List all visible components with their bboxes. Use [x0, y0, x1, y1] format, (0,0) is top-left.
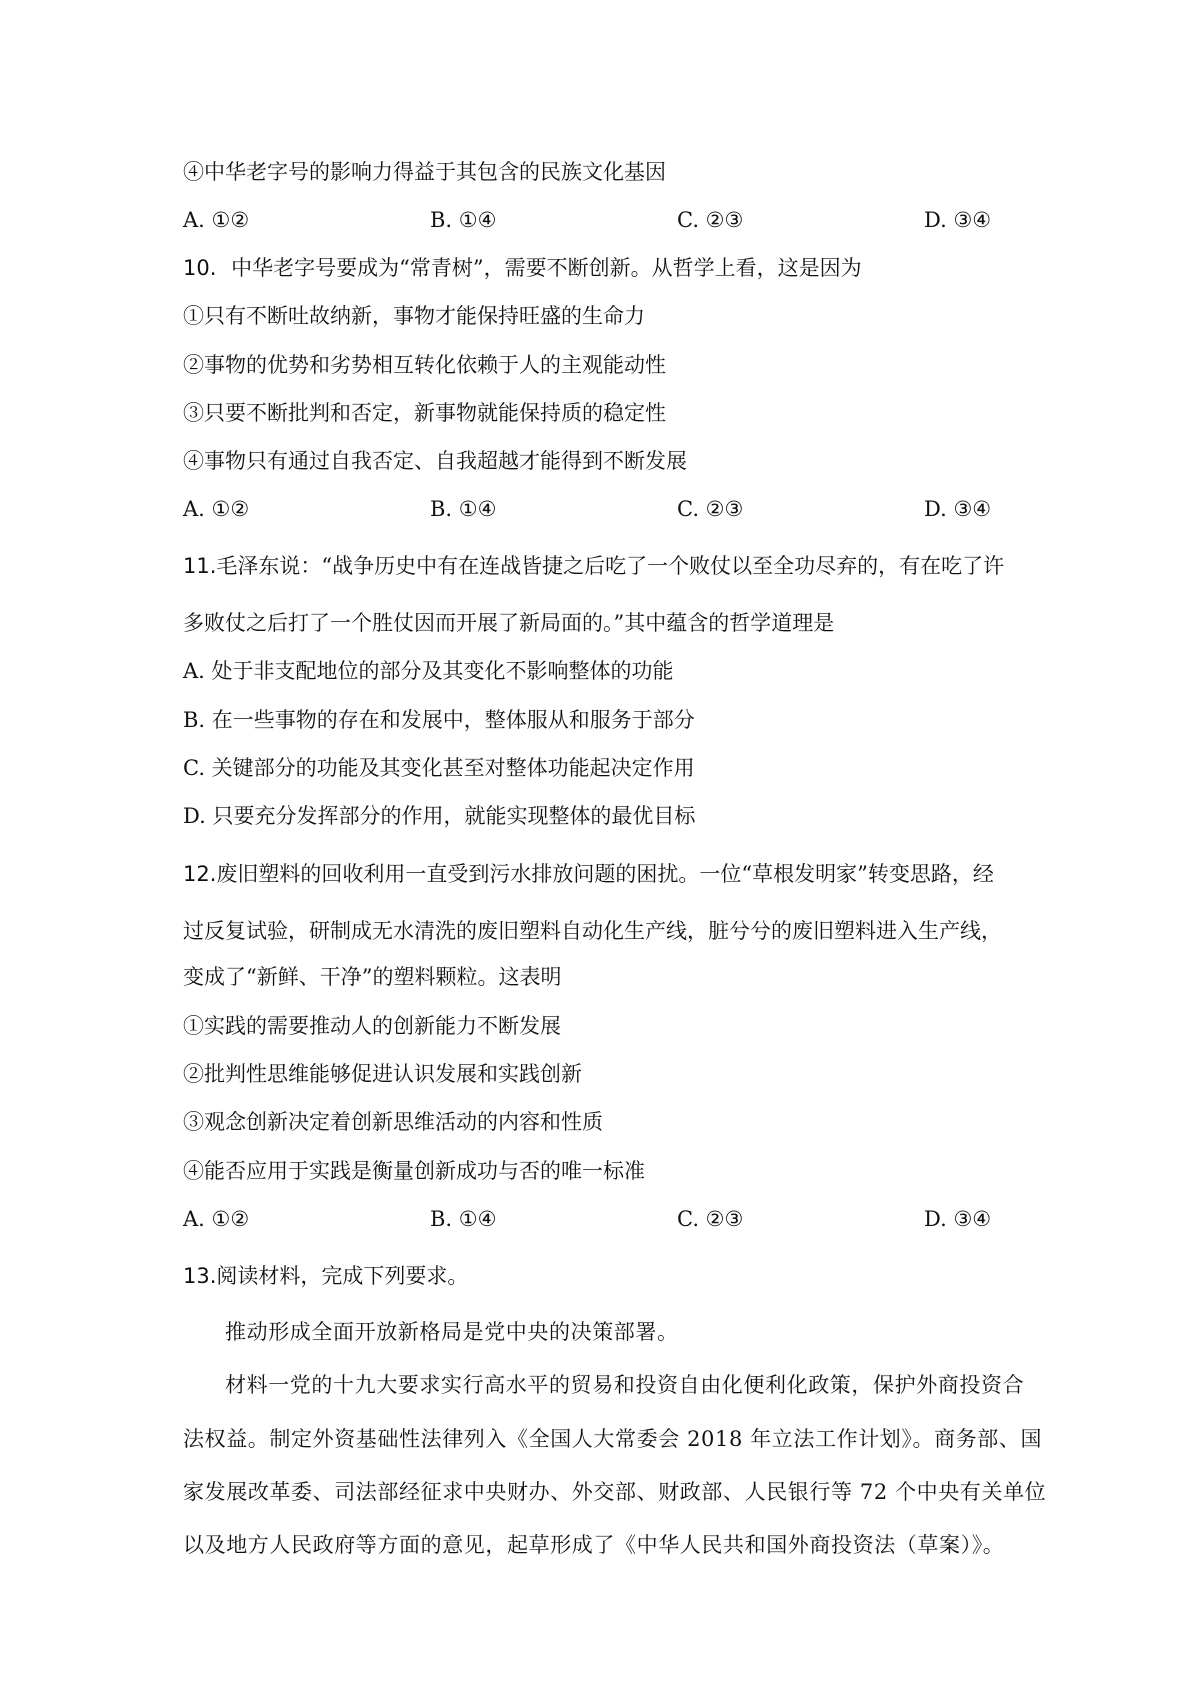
q11-option-a: A. 处于非支配地位的部分及其变化不影响整体的功能 [183, 659, 674, 683]
q11-stem-line-1 [183, 551, 1004, 581]
q11-stem-text-1: 毛泽东说：“战争历史中有在连战皆捷之后吃了一个败仗以至全功尽弃的，有在吃了许 [216, 554, 1005, 578]
q10-option-2: ②事物的优势和劣势相互转化依赖于人的主观能动性 [183, 353, 666, 377]
q9-choice-b: B. ①④ [430, 208, 497, 232]
q12-option-4: ④能否应用于实践是衡量创新成功与否的唯一标准 [183, 1159, 645, 1183]
q13-material-line-3: 家发展改革委、司法部经征求中央财办、外交部、财政部、人民银行等 72 个中央有关单位 [183, 1480, 1047, 1504]
q13-material-line-1: 材料一党的十九大要求实行高水平的贸易和投资自由化便利化政策，保护外商投资合 [225, 1373, 1025, 1397]
q13-stem [183, 1261, 468, 1291]
q13-material-line-2: 法权益。制定外资基础性法律列入《全国人大常委会 2018 年立法工作计划》。商务部、国 [183, 1427, 1043, 1451]
q12-option-3: ③观念创新决定着创新思维活动的内容和性质 [183, 1110, 603, 1134]
q9-answer-choices [183, 205, 1043, 235]
q11-number: 11. [183, 554, 217, 578]
q10-choice-d: D. ③④ [924, 497, 992, 521]
q9-choice-c: C. ②③ [677, 208, 744, 232]
q12-stem-line-3: 变成了“新鲜、干净”的塑料颗粒。这表明 [183, 965, 562, 989]
q12-number: 12. [183, 862, 217, 886]
q13-material-line-4: 以及地方人民政府等方面的意见，起草形成了《中华人民共和国外商投资法（草案）》。 [183, 1533, 1005, 1557]
q12-choice-b: B. ①④ [430, 1207, 497, 1231]
q11-option-b: B. 在一些事物的存在和发展中，整体服从和服务于部分 [183, 708, 695, 732]
q12-choice-a: A. ①② [183, 1207, 250, 1231]
q10-choice-b: B. ①④ [430, 497, 497, 521]
q10-number: 10. [183, 256, 217, 280]
q12-answer-choices [183, 1204, 1043, 1234]
q9-choice-a: A. ①② [183, 208, 250, 232]
q13-number: 13. [183, 1264, 217, 1288]
q12-stem-text-1: 废旧塑料的回收利用一直受到污水排放问题的困扰。一位“草根发明家”转变思路，经 [216, 862, 994, 886]
q11-option-d: D. 只要充分发挥部分的作用，就能实现整体的最优目标 [183, 804, 696, 828]
q11-option-c: C. 关键部分的功能及其变化甚至对整体功能起决定作用 [183, 756, 695, 780]
q12-choice-c: C. ②③ [677, 1207, 744, 1231]
q9-choice-d: D. ③④ [924, 208, 992, 232]
q10-answer-choices [183, 494, 1043, 524]
q9-option-4: ④中华老字号的影响力得益于其包含的民族文化基因 [183, 160, 666, 184]
q10-option-3: ③只要不断批判和否定，新事物就能保持质的稳定性 [183, 401, 666, 425]
q12-stem-line-2: 过反复试验，研制成无水清洗的废旧塑料自动化生产线，脏兮兮的废旧塑料进入生产线， [183, 919, 1002, 943]
q12-stem-line-1 [183, 859, 994, 889]
q13-stem-text: 阅读材料，完成下列要求。 [216, 1264, 469, 1288]
q10-stem-text: 中华老字号要成为“常青树”，需要不断创新。从哲学上看，这是因为 [231, 256, 862, 280]
q12-option-1: ①实践的需要推动人的创新能力不断发展 [183, 1014, 561, 1038]
q12-choice-d: D. ③④ [924, 1207, 992, 1231]
q10-choice-a: A. ①② [183, 497, 250, 521]
q12-option-2: ②批判性思维能够促进认识发展和实践创新 [183, 1062, 582, 1086]
q11-stem-line-2: 多败仗之后打了一个胜仗因而开展了新局面的。”其中蕴含的哲学道理是 [183, 611, 835, 635]
q10-option-4: ④事物只有通过自我否定、自我超越才能得到不断发展 [183, 449, 687, 473]
q10-option-1: ①只有不断吐故纳新，事物才能保持旺盛的生命力 [183, 304, 645, 328]
q10-choice-c: C. ②③ [677, 497, 744, 521]
q10-stem [183, 253, 862, 283]
q13-material-intro: 推动形成全面开放新格局是党中央的决策部署。 [225, 1320, 679, 1344]
